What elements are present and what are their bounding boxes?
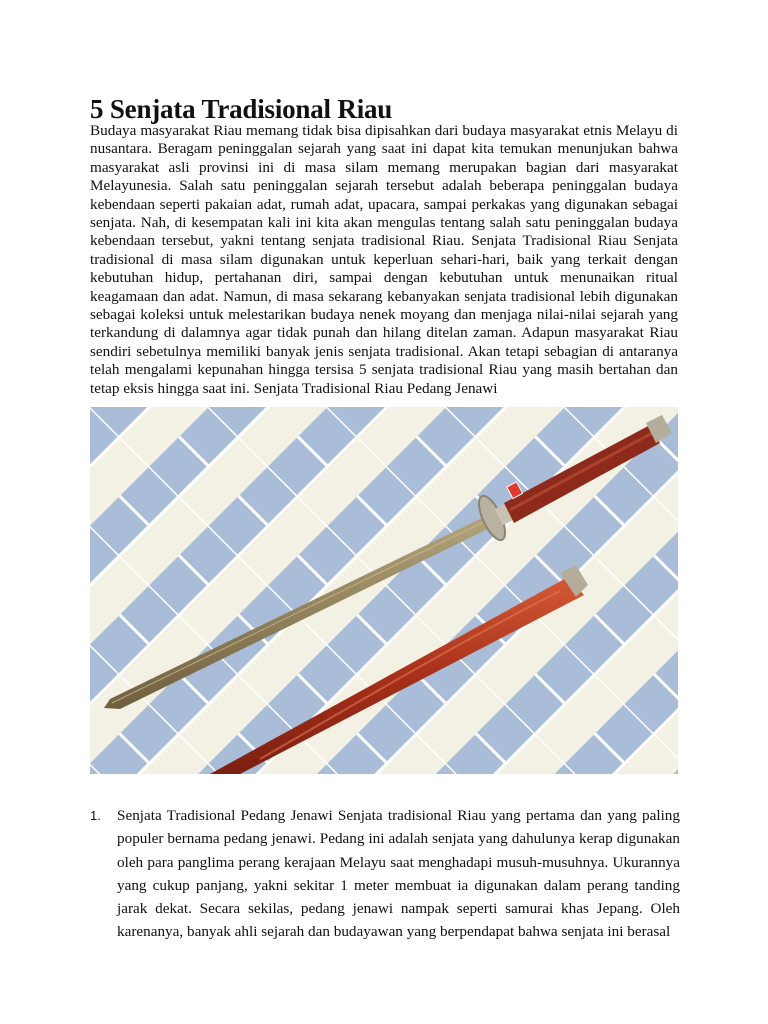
list-item	[90, 804, 680, 944]
intro-paragraph: Budaya masyarakat Riau memang tidak bisa dipisahkan dari budaya masyarakat etnis Melayu di nusantara. Beragam peninggalan sejarah yang saat ini dapat kita temukan menunjukan bahwa masyarakat asli provinsi ini di masa silam memang merupakan bagian dari masyarakat Melayunesia. Salah satu peninggalan sejarah tersebut adalah beberapa peninggalan budaya kebendaan seperti pakaian adat, rumah adat, upacara, sampai perkakas yang digunakan sebagai senjata. Nah, di kesempatan kali ini kita akan mengulas tentang salah satu peninggalan budaya kebendaan tersebut, yakni tentang senjata tradisional Riau. Senjata Tradisional Riau Senjata tradisional di masa silam digunakan untuk keperluan sehari-hari, baik yang terkait dengan kebutuhan hidup, pertahanan diri, sampai dengan kebutuhan untuk menunaikan ritual keagamaan dan adat. Namun, di masa sekarang kebanyakan senjata tradisional lebih digunakan sebagai koleksi untuk melestarikan budaya nenek moyang dan menjaga nilai-nilai sejarah yang terkandung di dalamnya agar tidak punah dan hilang ditelan zaman. Adapun masyarakat Riau sendiri sebetulnya memiliki banyak jenis senjata tradisional. Akan tetapi sebagian di antaranya telah mengalami kepunahan hingga tersisa 5 senjata tradisional Riau yang masih bertahan dan tetap eksis hingga saat ini. Senjata Tradisional Riau Pedang Jenawi	[90, 122, 678, 397]
list-marker: 1.	[90, 808, 101, 823]
sword-photo-illustration	[90, 407, 678, 774]
document-title: 5 Senjata Tradisional Riau	[90, 94, 393, 124]
list-item-text: Senjata Tradisional Pedang Jenawi Senjata tradisional Riau yang pertama dan yang paling populer bernama pedang jenawi. Pedang ini adalah senjata yang dahulunya kerap digunakan oleh para panglima perang kerajaan Melayu saat menghadapi musuh-musuhnya. Ukurannya yang cukup panjang, yakni sekitar 1 meter membuat ia digunakan dalam perang tanding jarak dekat. Secara sekilas, pedang jenawi nampak seperti samurai khas Jepang. Oleh karenanya, banyak ahli sejarah dan budayawan yang berpendapat bahwa senjata ini berasal	[117, 807, 680, 941]
weapon-list	[90, 804, 680, 944]
sword-photo	[90, 407, 678, 774]
